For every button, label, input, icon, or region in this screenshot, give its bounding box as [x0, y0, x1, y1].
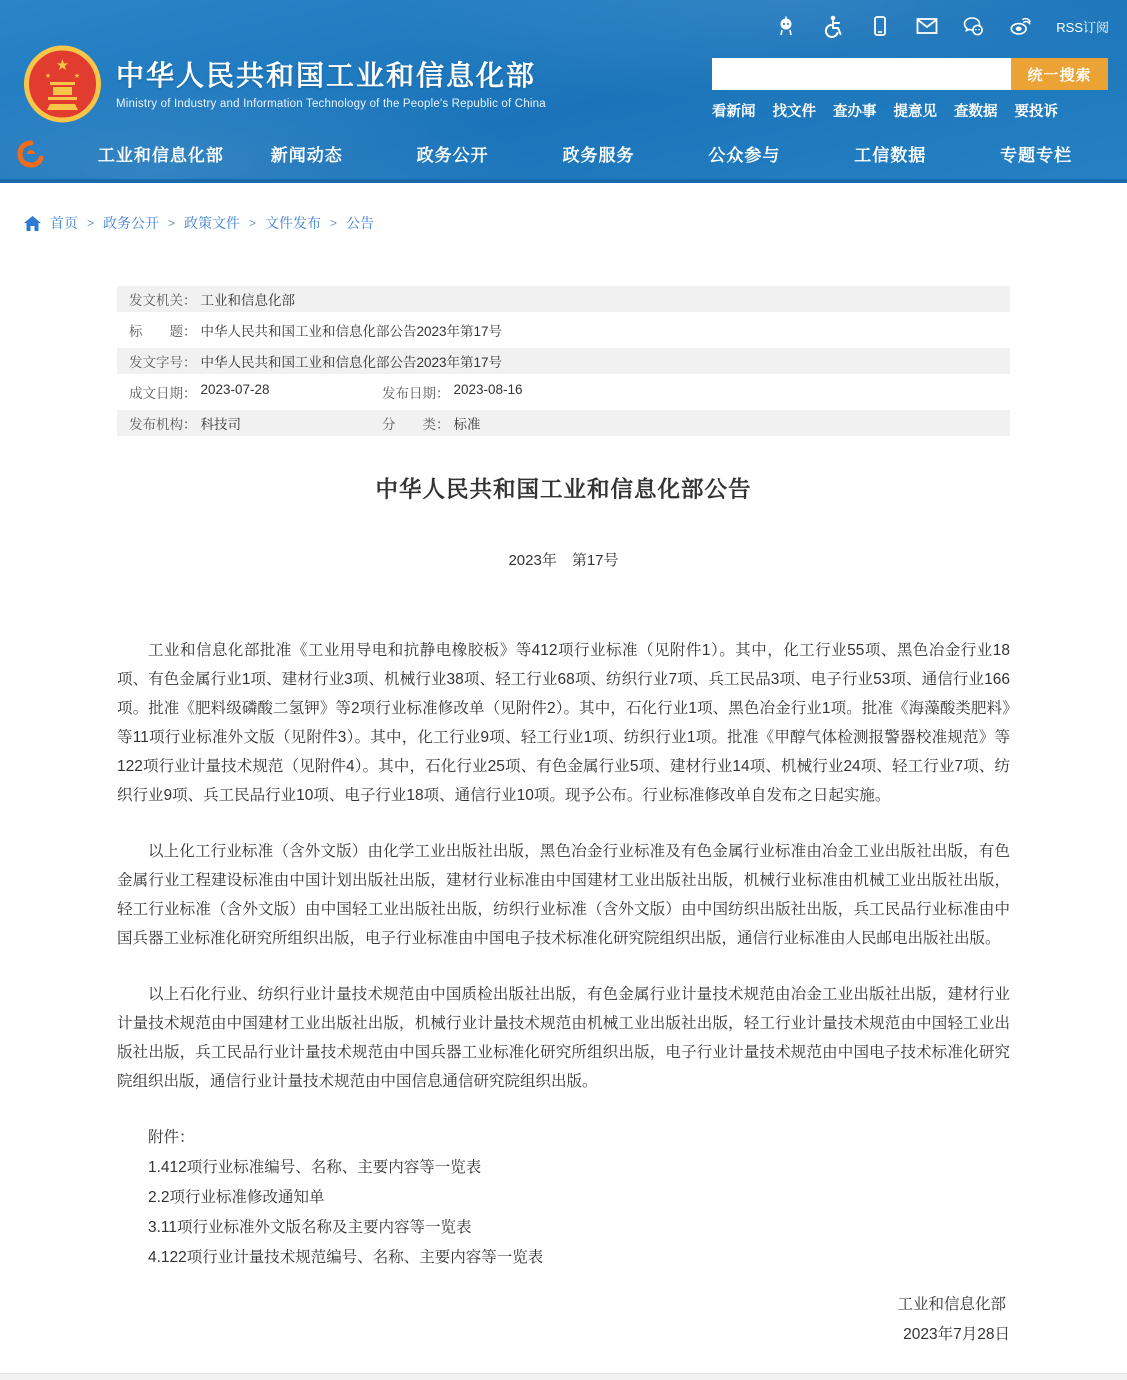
breadcrumb-document-release[interactable]: 文件发布	[265, 215, 322, 231]
nav-item-special-topics[interactable]: 专题专栏	[1000, 146, 1073, 165]
wechat-icon[interactable]	[962, 14, 986, 38]
nav-item-miit-data[interactable]: 工信数据	[854, 146, 927, 165]
quick-link-data[interactable]: 查数据	[954, 104, 998, 120]
quick-link-complaints[interactable]: 要投诉	[1014, 104, 1058, 120]
document-meta-table	[117, 286, 1010, 436]
nav-item-gov-disclosure[interactable]: 政务公开	[416, 146, 489, 165]
nav-item-gov-services[interactable]: 政务服务	[562, 146, 635, 165]
breadcrumb-announcements[interactable]: 公告	[346, 215, 375, 231]
meta-label: 发文机关：	[129, 293, 197, 308]
mobile-icon[interactable]	[868, 14, 892, 38]
meta-row-publisher-category	[117, 410, 1010, 436]
unified-search-button[interactable]: 统一搜索	[1011, 58, 1108, 90]
meta-label: 发布机构：	[129, 417, 197, 432]
meta-label: 标 题：	[129, 324, 197, 339]
miit-spiral-logo-icon	[14, 137, 48, 171]
meta-label: 成文日期：	[129, 386, 197, 401]
weibo-icon[interactable]	[1009, 14, 1033, 38]
svg-text:★: ★	[73, 73, 81, 80]
svg-text:★: ★	[55, 57, 70, 74]
site-title: 中华人民共和国工业和信息化部	[116, 59, 537, 91]
robot-icon[interactable]	[774, 14, 798, 38]
meta-label: 分 类：	[382, 417, 450, 432]
breadcrumb-gov-disclosure[interactable]: 政务公开	[103, 215, 160, 231]
signature-organization: 工业和信息化部	[897, 1296, 1006, 1313]
main-nav	[0, 128, 1127, 179]
breadcrumb-separator: >	[249, 216, 257, 230]
topbar	[774, 14, 1109, 38]
meta-row-issuing-authority	[117, 286, 1010, 312]
quick-link-news[interactable]: 看新闻	[712, 104, 756, 120]
article-paragraph: 工业和信息化部批准《工业用导电和抗静电橡胶板》等412项行业标准（见附件1）。其中，化工行业55项、黑色冶金行业18项、有色金属行业1项、建材行业3项、机械行业38项、轻工行业68项、纺织行业7项、兵工民品3项、电子行业53项、通信行业166项。批准《肥料级磷酸二氢钾》等2项行业标准修改单（见附件2）。其中，石化行业1项、黑色冶金行业1项。批准《海藻酸类肥料》等11项行业标准外文版（见附件3）。其中，化工行业9项、轻工行业1项、纺织行业1项。批准《甲醇气体检测报警器校准规范》等122项行业计量技术规范（见附件4）。其中，石化行业25项、有色金属行业5项、建材行业14项、机械行业24项、轻工行业7项、纺织行业9项、兵工民品行业10项、电子行业18项、通信行业10项。现予公布。行业标准修改单自发布之日起实施。	[117, 642, 1010, 804]
nav-item-news[interactable]: 新闻动态	[270, 146, 343, 165]
attachments-heading: 附件：	[148, 1129, 195, 1146]
search-area	[712, 58, 1108, 121]
meta-label: 发文字号：	[129, 355, 197, 370]
meta-value: 2023-07-28	[200, 382, 270, 397]
home-icon[interactable]	[24, 216, 41, 231]
meta-value: 中华人民共和国工业和信息化部公告2023年第17号	[200, 324, 503, 339]
meta-row-dates	[117, 379, 1010, 405]
attachment-link-1[interactable]: 1.412项行业标准编号、名称、主要内容等一览表	[148, 1159, 482, 1176]
meta-value: 中华人民共和国工业和信息化部公告2023年第17号	[200, 355, 503, 370]
meta-value: 标准	[453, 417, 481, 432]
attachment-link-2[interactable]: 2.2项行业标准修改通知单	[148, 1189, 325, 1206]
article-paragraph: 以上化工行业标准（含外文版）由化学工业出版社出版，黑色冶金行业标准及有色金属行业标准由冶金工业出版社出版，有色金属行业工程建设标准由中国计划出版社出版，建材行业标准由中国建材工业出版社出版，机械行业标准由机械工业出版社出版，轻工行业标准（含外文版）由中国轻工业出版社出版，纺织行业标准（含外文版）由中国纺织出版社出版，兵工民品行业标准由中国兵器工业标准化研究所组织出版，电子行业标准由中国电子技术标准化研究院组织出版，通信行业标准由人民邮电出版社出版。	[117, 843, 1010, 947]
attachment-link-3[interactable]: 3.11项行业标准外文版名称及主要内容等一览表	[148, 1219, 472, 1236]
breadcrumb-separator: >	[87, 216, 95, 230]
unified-search-input[interactable]	[712, 58, 1011, 90]
quick-link-files[interactable]: 找文件	[772, 104, 816, 120]
signature-block	[117, 1290, 1010, 1350]
page-title: 中华人民共和国工业和信息化部公告	[375, 477, 752, 502]
meta-label: 发布日期：	[382, 386, 450, 401]
breadcrumb-separator: >	[330, 216, 338, 230]
svg-text:★: ★	[44, 73, 52, 80]
footer-strip	[0, 1373, 1127, 1380]
breadcrumb-policy-documents[interactable]: 政策文件	[184, 215, 241, 231]
meta-row-document-number	[117, 348, 1010, 374]
nav-item-public-participation[interactable]: 公众参与	[708, 146, 781, 165]
article-body	[117, 636, 1010, 1350]
signature-date: 2023年7月28日	[903, 1326, 1010, 1343]
site-subtitle: Ministry of Industry and Information Technology of the People's Republic of China	[116, 97, 546, 110]
meta-value: 2023-08-16	[453, 382, 523, 397]
accessibility-icon[interactable]	[821, 14, 845, 38]
meta-value: 工业和信息化部	[200, 293, 295, 308]
mail-icon[interactable]	[915, 14, 939, 38]
site-header	[0, 0, 1127, 183]
meta-value: 科技司	[200, 417, 241, 432]
rss-subscribe-link[interactable]: RSS订阅	[1056, 19, 1109, 35]
quick-link-services[interactable]: 查办事	[833, 104, 877, 120]
national-emblem-icon	[24, 44, 101, 124]
breadcrumb	[24, 213, 1127, 233]
article-paragraph: 以上石化行业、纺织行业计量技术规范由中国质检出版社出版，有色金属行业计量技术规范由冶金工业出版社出版，建材行业计量技术规范由中国建材工业出版社出版，机械行业计量技术规范由机械工业出版社出版，轻工行业计量技术规范由中国轻工业出版社出版，兵工民品行业计量技术规范由中国兵器工业标准化研究所组织出版，电子行业计量技术规范由中国电子技术标准化研究院组织出版，通信行业计量技术规范由中国信息通信研究院组织出版。	[117, 986, 1010, 1090]
nav-item-miit[interactable]: 工业和信息化部	[97, 146, 224, 165]
attachment-link-4[interactable]: 4.122项行业计量技术规范编号、名称、主要内容等一览表	[148, 1249, 544, 1266]
site-brand	[24, 44, 546, 124]
brand-text	[116, 59, 546, 110]
quick-link-suggestions[interactable]: 提意见	[893, 104, 937, 120]
breadcrumb-home[interactable]: 首页	[50, 215, 78, 231]
meta-row-title	[117, 317, 1010, 343]
quick-links	[712, 100, 1108, 121]
attachments-list	[148, 1123, 1010, 1273]
issue-number: 2023年 第17号	[508, 552, 619, 569]
breadcrumb-separator: >	[168, 216, 176, 230]
